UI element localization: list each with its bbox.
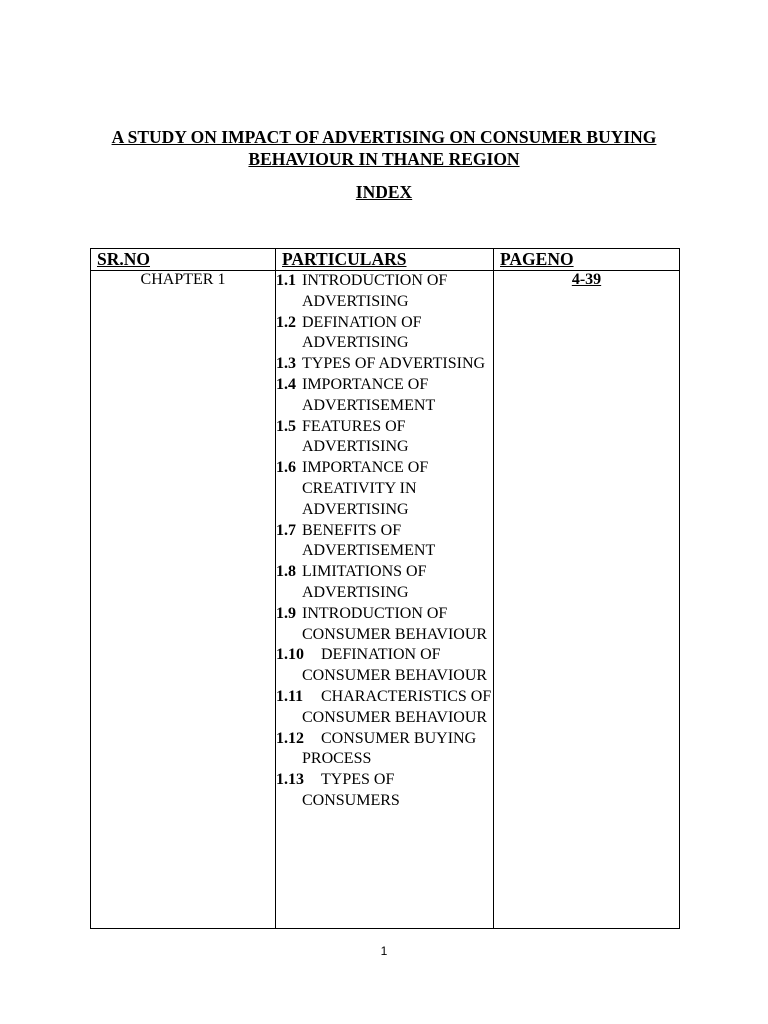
entry-number: 1.12	[276, 729, 304, 747]
entry-number: 1.7	[276, 521, 296, 539]
index-heading: INDEX	[355, 182, 413, 202]
entry-text: CONSUMER BUYING PROCESS	[302, 729, 477, 768]
entry-number: 1.3	[276, 355, 296, 373]
entry-text: DEFINATION OF CONSUMER BEHAVIOUR	[302, 646, 488, 685]
document-title-line-1: A STUDY ON IMPACT OF ADVERTISING ON CONSUMER BUYING	[111, 127, 657, 147]
entry-text: TYPES OF CONSUMERS	[302, 771, 400, 809]
list-item	[276, 687, 493, 729]
chapter-cell: CHAPTER 1	[91, 271, 276, 929]
entry-text: TYPES OF ADVERTISING	[302, 355, 486, 373]
entry-number: 1.8	[276, 563, 296, 581]
entry-number: 1.5	[276, 417, 296, 435]
list-item	[276, 562, 493, 604]
table-row	[91, 271, 680, 929]
list-item	[276, 417, 493, 459]
entry-number: 1.13	[276, 771, 304, 789]
entry-text: IMPORTANCE OF CREATIVITY IN ADVERTISING	[302, 459, 429, 518]
entry-number: 1.6	[276, 459, 296, 477]
header-particulars: PARTICULARS	[276, 249, 494, 271]
list-item	[276, 604, 493, 646]
entry-number: 1.1	[276, 272, 296, 289]
table-header-row	[91, 249, 680, 271]
entry-text: INTRODUCTION OF CONSUMER BEHAVIOUR	[302, 604, 488, 643]
document-title-line-2: BEHAVIOUR IN THANE REGION	[248, 149, 520, 169]
entry-text: FEATURES OF ADVERTISING	[302, 417, 409, 456]
list-item	[276, 729, 493, 771]
list-item	[276, 375, 493, 417]
header-srno: SR.NO	[91, 249, 276, 271]
entry-text: DEFINATION OF ADVERTISING	[302, 313, 422, 352]
entry-text: BENEFITS OF ADVERTISEMENT	[302, 521, 436, 560]
entry-number: 1.2	[276, 313, 296, 331]
entry-number: 1.9	[276, 604, 296, 622]
entry-number: 1.11	[276, 687, 304, 705]
entry-text: LIMITATIONS OF ADVERTISING	[302, 563, 427, 601]
list-item	[276, 521, 493, 563]
entry-text: IMPORTANCE OF ADVERTISEMENT	[302, 375, 436, 414]
entry-number: 1.10	[276, 646, 304, 664]
list-item	[276, 313, 493, 355]
entry-number: 1.4	[276, 375, 296, 393]
list-item	[276, 770, 493, 812]
page-range-cell: 4-39	[494, 271, 680, 929]
header-pageno: PAGENO	[494, 249, 680, 271]
list-item	[276, 271, 493, 313]
list-item	[276, 458, 493, 520]
list-item	[276, 354, 493, 375]
index-table	[90, 248, 680, 929]
particulars-cell	[276, 271, 494, 929]
page-number: 1	[380, 944, 388, 958]
entry-text: CHARACTERISTICS OF CONSUMER BEHAVIOUR	[302, 687, 492, 726]
entry-text: INTRODUCTION OF ADVERTISING	[302, 272, 448, 310]
list-item	[276, 645, 493, 687]
